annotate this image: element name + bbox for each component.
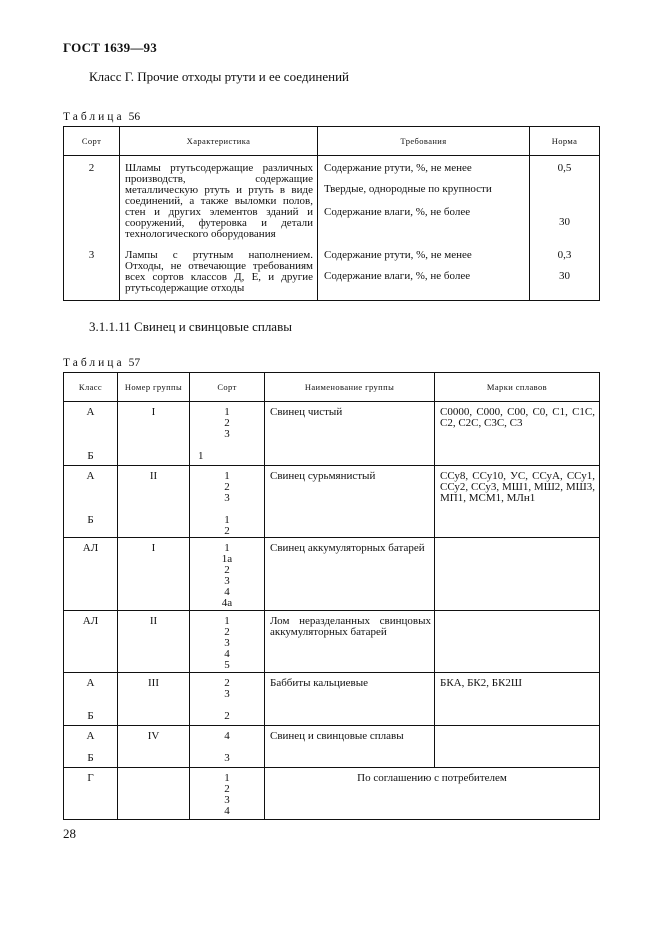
group-name-cell: Лом неразделанных свинцовых аккумуляторных батарей [265,611,435,673]
norm-cell [530,156,600,247]
alloys-cell: БКА, БК2, БК2Ш [435,673,600,726]
class-cell [64,402,118,466]
sort-value: 1 [224,772,230,784]
header-characteristic: Характеристика [120,127,318,156]
class-cell: АЛ [64,611,118,673]
class-value: Б [87,514,94,526]
table-row [64,402,600,466]
characteristic-cell: Лампы с ртутным наполнением. Отходы, не отвечающие требованиям всех сортов классов Д, Е, и другие ртутьсодержащие отходы [120,246,318,301]
table-row [64,611,600,673]
sort-value: 3 [224,794,230,806]
alloys-cell [435,538,600,611]
header-norm: Норма [530,127,600,156]
class-cell: АЛ [64,538,118,611]
sort-value: 3 [224,752,230,764]
sort-cell [190,768,265,820]
document-code: ГОСТ 1639—93 [63,40,157,55]
table-header-row [64,127,600,156]
group-cell: II [118,611,190,673]
alloys-cell: С0000, С000, С00, С0, С1, С1С, С2, С2С, С3С, С3 [435,402,600,466]
group-cell: III [118,673,190,726]
norm-value: 0,3 [557,249,572,261]
sort-cell: 3 [64,246,120,301]
group-cell: II [118,466,190,538]
alloys-cell [435,611,600,673]
sort-value: 4 [224,730,230,742]
table-row [64,673,600,726]
sort-value: 1 [224,514,230,526]
sort-value: 3 [224,637,230,649]
sort-value: 1 [224,470,230,482]
table-57-caption [63,357,140,369]
sort-value: 2 [224,417,230,429]
sort-value: 3 [224,575,230,587]
sort-value: 1 [224,406,230,418]
class-value: А [86,730,95,742]
header-sort: Сорт [190,373,265,402]
sort-value: 3 [224,492,230,504]
table-row [64,538,600,611]
sort-value: 2 [224,564,230,576]
header-class: Класс [64,373,118,402]
sort-value: 3 [224,428,230,440]
sort-value: 2 [224,677,230,689]
sort-value: 4а [221,597,233,609]
table-56-caption [63,111,140,123]
requirement-line: Твердые, однородные по крупности [324,183,492,195]
class-cell [64,673,118,726]
sort-value: 3 [224,688,230,700]
sort-value: 4 [224,586,230,598]
class-cell [64,726,118,768]
sort-cell [190,611,265,673]
sort-value: 2 [224,710,230,722]
section-title: 3.1.1.11 Свинец и свинцовые сплавы [89,319,292,334]
sort-value: 4 [224,805,230,817]
table-row [64,466,600,538]
table-row [64,246,600,301]
header-group-number: Номер группы [118,373,190,402]
table-57 [63,372,600,820]
caption-number: 56 [128,111,141,123]
group-name-cell: Свинец и свинцовые сплавы [265,726,435,768]
table-56 [63,126,600,301]
requirements-cell [318,246,530,301]
sort-value: 2 [224,525,230,537]
group-name-cell: Свинец аккумуляторных батарей [265,538,435,611]
group-name-cell: Баббиты кальциевые [265,673,435,726]
characteristic-cell: Шламы ртутьсодержащие различных производств, содержащие металлическую ртуть и ртуть в виде соединений, а также выломки полов, стен и других элементов зданий и сооружений, футеровка и детали технологического оборудования [120,156,318,247]
page-number: 28 [63,826,76,841]
sort-cell [190,466,265,538]
sort-cell: 2 [64,156,120,247]
class-value: Б [87,752,94,764]
header-alloys: Марки сплавов [435,373,600,402]
sort-value: 2 [224,481,230,493]
requirements-cell [318,156,530,247]
caption-word: Таблица [63,357,125,369]
header-group-name: Наименование группы [265,373,435,402]
table-header-row [64,373,600,402]
table-row [64,726,600,768]
sort-value: 1 [224,615,230,627]
header-requirements: Требования [318,127,530,156]
requirement-line: Содержание ртути, %, не менее [324,162,472,174]
class-cell [64,466,118,538]
alloys-cell [435,726,600,768]
class-value: А [86,677,95,689]
sort-cell [190,538,265,611]
group-name-cell: Свинец сурьмянистый [265,466,435,538]
sort-cell [190,673,265,726]
sort-value: 1а [221,553,233,565]
norm-value: 30 [559,270,570,282]
requirement-line: Содержание влаги, %, не более [324,206,471,218]
sort-value: 2 [224,626,230,638]
group-cell: IV [118,726,190,768]
table-row [64,768,600,820]
requirement-line: Содержание ртути, %, не менее [324,249,472,261]
sort-value: 1 [224,542,230,554]
sort-value: 4 [224,648,230,660]
merged-agreement-cell: По соглашению с потребителем [265,768,600,820]
group-cell [118,768,190,820]
requirement-line: Содержание влаги, %, не более [324,270,471,282]
table-row [64,156,600,247]
class-value: Б [87,450,94,462]
class-value: А [86,470,95,482]
caption-number: 57 [128,357,141,369]
norm-value: 30 [559,216,570,228]
sort-value: 2 [224,783,230,795]
group-name-cell: Свинец чистый [265,402,435,466]
alloys-cell: ССу8, ССу10, УС, ССуА, ССу1, ССу2, ССу3, МШ1, МШ2, МШ3, МП1, МСМ1, МЛн1 [435,466,600,538]
group-cell: I [118,402,190,466]
norm-cell [530,246,600,301]
caption-word: Таблица [63,111,125,123]
sort-cell [190,402,265,466]
class-value: А [86,406,95,418]
group-cell: I [118,538,190,611]
class-cell: Г [64,768,118,820]
sort-value: 5 [224,659,230,671]
norm-value: 0,5 [557,162,572,174]
header-sort: Сорт [64,127,120,156]
class-g-title: Класс Г. Прочие отходы ртути и ее соединений [89,69,349,84]
class-value: Б [87,710,94,722]
sort-value: 1 [198,450,204,462]
sort-cell [190,726,265,768]
